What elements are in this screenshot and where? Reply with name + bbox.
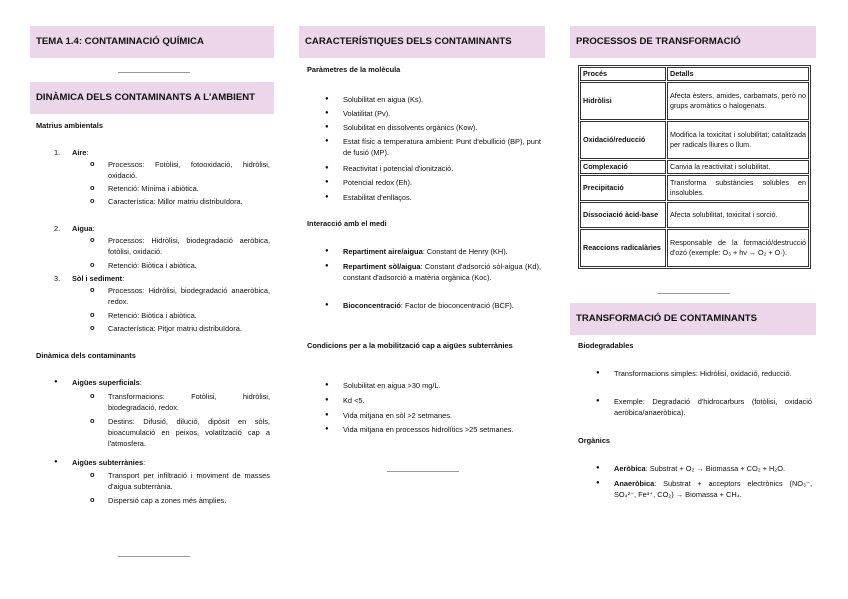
list-item: o Retenció: Mínima i abiòtica. — [108, 183, 270, 194]
divider — [658, 293, 730, 294]
table-cell: Modifica la toxicitat i solubilitat; catalitzada per radicals lliures o llum. — [667, 121, 809, 159]
table-cell: Afecta solubilitat, toxicitat i sorció. — [667, 202, 809, 228]
list-item: ● Anaeròbica: Substrat + acceptors electrònics (NO₃⁻, SO₄²⁻, Fe³⁺, CO₂) → Biomassa + CH₄. — [614, 478, 812, 500]
interaccio-heading: Interacció amb el medi — [307, 219, 387, 228]
matrix-aire: Aire: — [72, 148, 89, 157]
list-item: ● Bioconcentració: Factor de bioconcentració (BCF). — [343, 300, 541, 311]
table-header-row — [580, 67, 809, 81]
processes-table — [578, 65, 811, 269]
condicions-heading: Condicions per a la mobilització cap a aigües subterrànies — [307, 341, 513, 350]
list-item: ● Solubilitat en aigua >30 mg/L. — [343, 380, 541, 391]
table-cell: Canvia la reactivitat i solubilitat. — [667, 160, 809, 174]
section-title-caracteristiques: CARACTERÍSTIQUES DELS CONTAMINANTS — [299, 26, 545, 58]
list-item: ● Aigües subterrànies: — [72, 457, 272, 468]
table-row — [580, 82, 809, 120]
divider — [118, 556, 190, 557]
list-item: ● Volatilitat (Pv). — [343, 108, 541, 119]
table-cell: Complexació — [580, 160, 666, 174]
list-item: o Transformacions: Fotòlisi, hidròlisi, biodegradació, redox. — [108, 391, 270, 413]
list-item: ● Estat físic a temperatura ambient: Punt d'ebullició (BP), punt de fusió (MP). — [343, 136, 541, 158]
params-heading: Paràmetres de la molècula — [307, 65, 401, 74]
table-cell: Precipitació — [580, 175, 666, 201]
table-row — [580, 160, 809, 174]
list-item: ● Kd <5. — [343, 395, 541, 406]
table-row — [580, 175, 809, 201]
table-cell: Transforma substàncies solubles en insolubles. — [667, 175, 809, 201]
table-header: Detalls — [667, 67, 809, 81]
table-cell: Dissociació àcid-base — [580, 202, 666, 228]
bio-heading: Biodegradables — [578, 341, 634, 350]
list-item: ● Solubilitat en dissolvents orgànics (Kow). — [343, 122, 541, 133]
list-item: ● Repartiment sòl/aigua: Constant d'adsorció sòl-aigua (Kd), constant d'adsorció a matèria orgànica (Koc). — [343, 261, 541, 283]
list-item: ● Solubilitat en aigua (Ks). — [343, 94, 541, 105]
list-item: o Processos: Hidròlisi, biodegradació aeròbica, fotòlisi, oxidació. — [108, 235, 270, 257]
list-item: o Retenció: Biòtica i abiòtica. — [108, 310, 270, 321]
doc-title: TEMA 1.4: CONTAMINACIÓ QUÍMICA — [30, 26, 274, 58]
list-item: ● Aigües superficials: — [72, 377, 272, 388]
section-title-transformacio: TRANSFORMACIÓ DE CONTAMINANTS — [570, 303, 816, 335]
list-item: ● Reactivitat i potencial d'ionització. — [343, 163, 541, 174]
dinamica-heading: Dinàmica dels contaminants — [36, 351, 136, 360]
section-title-processos: PROCESSOS DE TRANSFORMACIÓ — [570, 26, 816, 58]
list-item: o Característica: Pitjor matriu distribuïdora. — [108, 323, 270, 334]
table-row — [580, 229, 809, 267]
list-item: ● Vida mitjana en sòl >2 setmanes. — [343, 410, 541, 421]
list-number: 1. — [54, 148, 61, 157]
table-cell: Oxidació/reducció — [580, 121, 666, 159]
list-number: 2. — [54, 224, 61, 233]
table-row — [580, 121, 809, 159]
matrix-sol: Sòl i sediment: — [72, 274, 125, 283]
list-item: o Retenció: Biòtica i abiòtica. — [108, 260, 270, 271]
divider — [387, 471, 459, 472]
table-cell: Hidròlisi — [580, 82, 666, 120]
list-item: o Característica: Millor matriu distribuïdora. — [108, 196, 270, 207]
list-item: ● Repartiment aire/aigua: Constant de Henry (KH). — [343, 246, 541, 257]
list-item: ● Potencial redox (Eh). — [343, 177, 541, 188]
list-item: ● Aeròbica: Substrat + O₂ → Biomassa + CO₂ + H₂O. — [614, 463, 812, 474]
table-cell: Responsable de la formació/destrucció d'ozó (exemple: O₃ + hν → O₂ + O·). — [667, 229, 809, 267]
list-item: ● Vida mitjana en processos hidrolítics >25 setmanes. — [343, 424, 541, 435]
list-item: o Processos: Fotòlisi, fotooxidació, hidròlisi, oxidació. — [108, 159, 270, 181]
section-title-dinamica: DINÀMICA DELS CONTAMINANTS A L'AMBIENT — [30, 82, 274, 114]
table-row — [580, 202, 809, 228]
matrix-aigua: Aigua: — [72, 224, 95, 233]
list-item: o Transport per infiltració i moviment de masses d'aigua subterrània. — [108, 470, 270, 492]
list-item: ● Transformacions simples: Hidròlisi, oxidació, reducció. — [614, 368, 812, 379]
matrius-heading: Matrius ambientals — [36, 121, 103, 130]
list-item: ● Exemple: Degradació d'hidrocarburs (fotòlisi, oxidació aeròbica/anaeròbica). — [614, 396, 812, 418]
list-item: ● Estabilitat d'enllaços. — [343, 192, 541, 203]
table-cell: Reaccions radicalàries — [580, 229, 666, 267]
list-item: o Processos: Hidròlisi, biodegradació anaeròbica, redox. — [108, 285, 270, 307]
table-cell: Afecta èsters, amides, carbamats, però no grups aromàtics o halogenats. — [667, 82, 809, 120]
divider — [118, 72, 190, 73]
list-number: 3. — [54, 274, 61, 283]
table-header: Procés — [580, 67, 666, 81]
list-item: o Destins: Difusió, dilució, dipòsit en sòls, bioacumulació en peixos, volatització cap a l'atmosfera. — [108, 416, 270, 449]
org-heading: Orgànics — [578, 436, 611, 445]
list-item: o Dispersió cap a zones més àmplies. — [108, 495, 270, 506]
